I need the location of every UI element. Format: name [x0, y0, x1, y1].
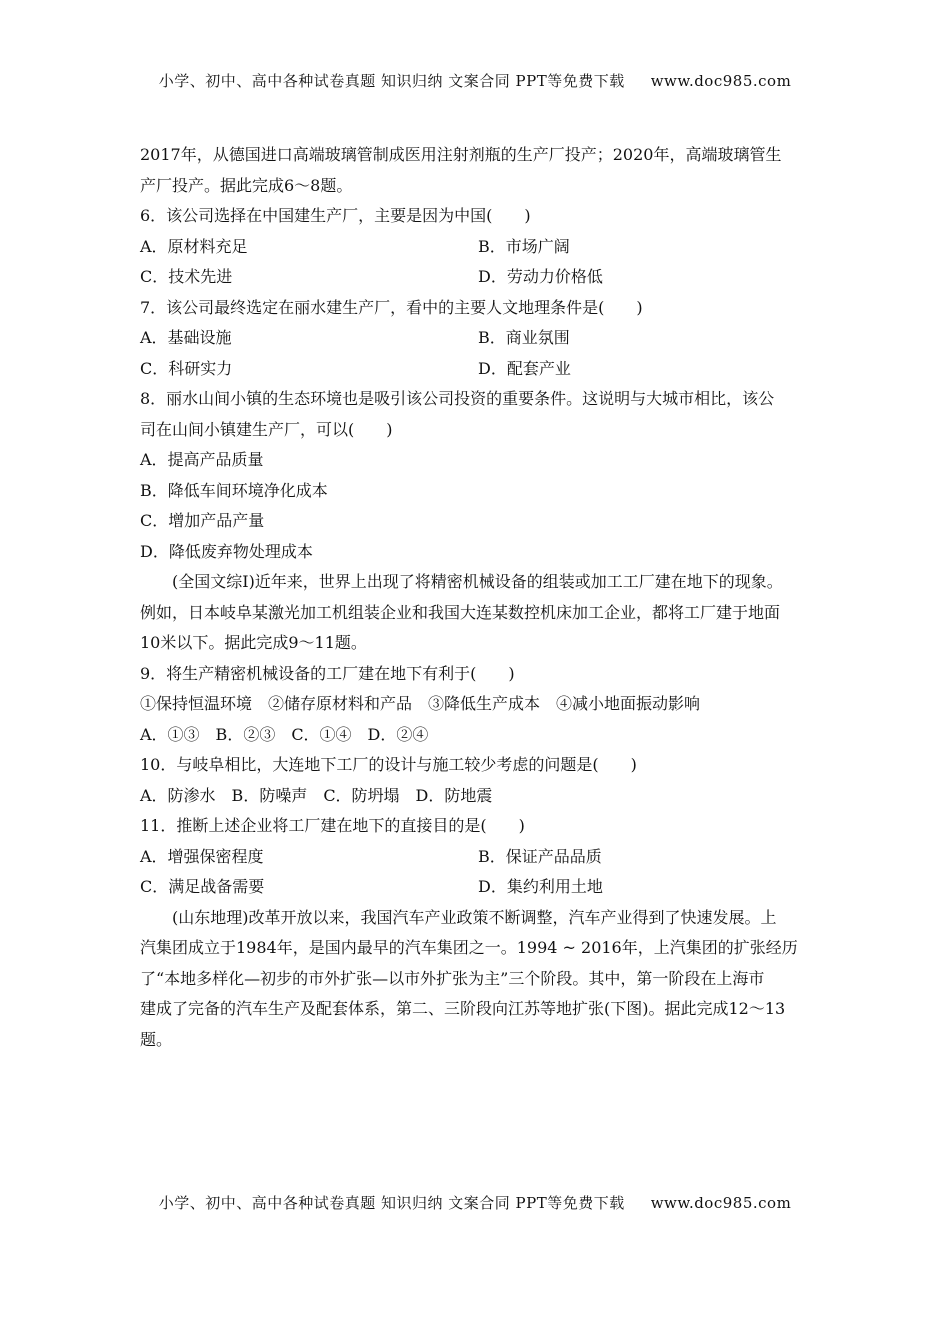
option-d: D．集约利用土地: [478, 877, 603, 896]
option-d: D．配套产业: [478, 358, 571, 378]
option-c: C．科研实力: [140, 358, 233, 378]
header-text: 小学、初中、高中各种试卷真题 知识归纳 文案合同 PPT等免费下载: [158, 72, 625, 90]
option-a: A．基础设施: [140, 328, 232, 347]
option-d: D．降低废弃物处理成本: [140, 541, 313, 561]
option-d: D．劳动力价格低: [478, 267, 603, 286]
passage-3-line: 汽集团成立于1984年，是国内最早的汽车集团之一。1994 ~ 2016年，上汽集团的扩张经历: [140, 938, 798, 957]
question-6-options-row: [140, 232, 812, 263]
footer-text: 小学、初中、高中各种试卷真题 知识归纳 文案合同 PPT等免费下载: [158, 1194, 625, 1212]
question-9-options: A．①③ B．②③ C．①④ D．②④: [140, 724, 429, 744]
option-a: A．增强保密程度: [140, 846, 264, 866]
passage-3-line: 题。: [140, 1029, 173, 1049]
question-6-stem: 6．该公司选择在中国建生产厂，主要是因为中国( ): [140, 206, 531, 225]
question-10-options: A．防渗水 B．防噪声 C．防坍塌 D．防地震: [140, 785, 493, 805]
question-11-stem: 11．推断上述企业将工厂建在地下的直接目的是( ): [140, 816, 525, 835]
question-6-options-row: [140, 262, 812, 293]
document-body: [140, 140, 812, 1055]
intro-line: 2017年，从德国进口高端玻璃管制成医用注射剂瓶的生产厂投产；2020年，高端玻璃管生: [140, 145, 782, 164]
passage-3-line: 建成了完备的汽车生产及配套体系，第二、三阶段向江苏等地扩张(下图)。据此完成12～13: [140, 999, 786, 1018]
passage-2-line: 10米以下。据此完成9～11题。: [140, 633, 367, 652]
passage-3-line: 了“本地多样化—初步的市外扩张—以市外扩张为主”三个阶段。其中，第一阶段在上海市: [140, 968, 765, 988]
option-b: B．商业氛围: [478, 328, 570, 347]
option-a: A．提高产品质量: [140, 450, 264, 469]
intro-line: 产厂投产。据此完成6～8题。: [140, 175, 353, 195]
question-9-stem: 9．将生产精密机械设备的工厂建在地下有利于( ): [140, 663, 515, 683]
question-7-options-row: [140, 323, 812, 354]
footer-url[interactable]: www.doc985.com: [650, 1194, 792, 1212]
option-b: B．降低车间环境净化成本: [140, 480, 328, 500]
option-c: C．技术先进: [140, 267, 233, 286]
question-7-options-row: [140, 354, 812, 385]
page-footer: [0, 1192, 950, 1213]
option-c: C．满足战备需要: [140, 877, 265, 896]
question-8-stem: 8．丽水山间小镇的生态环境也是吸引该公司投资的重要条件。这说明与大城市相比，该公: [140, 389, 775, 408]
question-8-stem: 司在山间小镇建生产厂，可以( ): [140, 419, 393, 439]
passage-2-line: 例如，日本岐阜某激光加工机组装企业和我国大连某数控机床加工企业，都将工厂建于地面: [140, 602, 781, 622]
header-url[interactable]: www.doc985.com: [650, 72, 792, 90]
option-b: B．保证产品品质: [478, 846, 602, 866]
question-11-options-row: [140, 872, 812, 903]
option-b: B．市场广阔: [478, 236, 570, 256]
option-a: A．原材料充足: [140, 236, 248, 256]
passage-2-line: (全国文综Ⅰ)近年来，世界上出现了将精密机械设备的组装或加工工厂建在地下的现象。: [172, 572, 783, 591]
question-9-items: ①保持恒温环境 ②储存原材料和产品 ③降低生产成本 ④减小地面振动影响: [140, 694, 701, 713]
question-10-stem: 10．与岐阜相比，大连地下工厂的设计与施工较少考虑的问题是( ): [140, 755, 637, 774]
question-7-stem: 7．该公司最终选定在丽水建生产厂，看中的主要人文地理条件是( ): [140, 297, 643, 317]
question-11-options-row: [140, 842, 812, 873]
option-c: C．增加产品产量: [140, 511, 265, 530]
passage-3-line: (山东地理)改革开放以来，我国汽车产业政策不断调整，汽车产业得到了快速发展。上: [172, 907, 777, 927]
page-header: [0, 70, 950, 91]
